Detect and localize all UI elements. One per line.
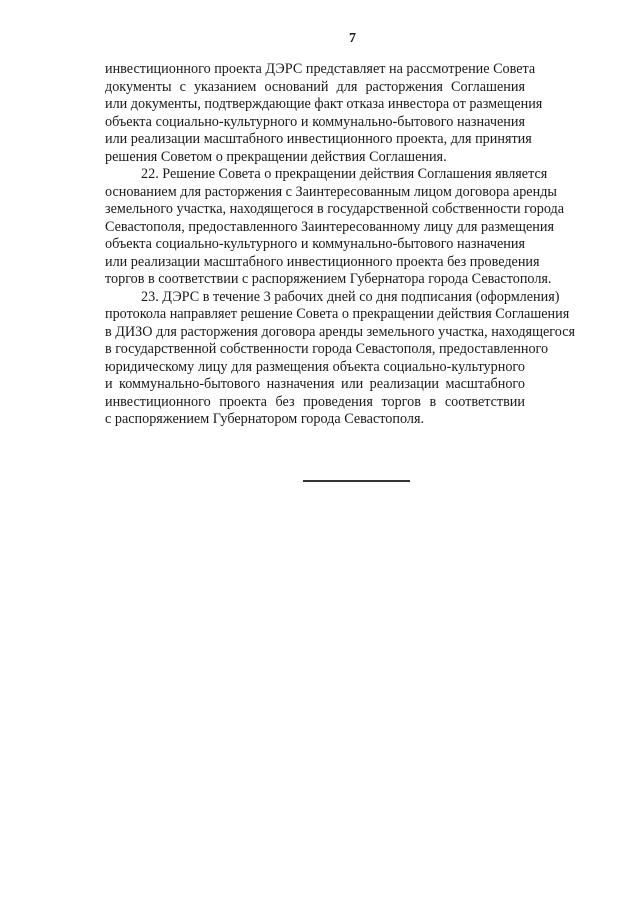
text-line: инвестиционного проекта ДЭРС представляет на рассмотрение Совета (105, 61, 536, 77)
paragraph-23 (105, 288, 576, 429)
text-line: в ДИЗО для расторжения договора аренды земельного участка, находящегося (105, 323, 576, 340)
text-line: объекта социально-культурного и коммунально-бытового назначения (105, 113, 525, 130)
text-line: в государственной собственности города Севастополя, предоставленного (105, 341, 549, 357)
text-line: 22. Решение Совета о прекращении действия Соглашения является (141, 166, 548, 182)
end-separator-line (303, 480, 410, 482)
text-line: с распоряжением Губернатором города Севастополя. (105, 411, 425, 427)
document-body (105, 61, 576, 429)
text-line: или реализации масштабного инвестиционного проекта, для принятия (105, 131, 532, 147)
text-line: торгов в соответствии с распоряжением Губернатора города Севастополя. (105, 271, 552, 287)
text-line: документы с указанием оснований для расторжения Соглашения (105, 78, 525, 95)
text-line: и коммунально-бытового назначения или реализации масштабного (105, 376, 525, 392)
text-line: инвестиционного проекта без проведения торгов в соответствии (105, 393, 525, 410)
text-line: основанием для расторжения с Заинтересованным лицом договора аренды (105, 183, 557, 200)
text-line: земельного участка, находящегося в государственной собственности города (105, 201, 565, 217)
text-line: юридическому лицу для размещения объекта социально-культурного (105, 358, 525, 375)
text-line: объекта социально-культурного и коммунально-бытового назначения (105, 236, 525, 252)
paragraph-22 (105, 166, 565, 289)
paragraph-continuation (105, 61, 543, 166)
text-line: Севастополя, предоставленного Заинтересованному лицу для размещения (105, 218, 554, 235)
text-line: или документы, подтверждающие факт отказа инвестора от размещения (105, 96, 543, 112)
text-line: протокола направляет решение Совета о прекращении действия Соглашения (105, 306, 570, 322)
text-line: или реализации масштабного инвестиционного проекта без проведения (105, 253, 540, 270)
page-number: 7 (349, 31, 356, 46)
text-line: решения Советом о прекращении действия Соглашения. (105, 148, 447, 165)
text-line: 23. ДЭРС в течение 3 рабочих дней со дня подписания (оформления) (141, 288, 560, 305)
